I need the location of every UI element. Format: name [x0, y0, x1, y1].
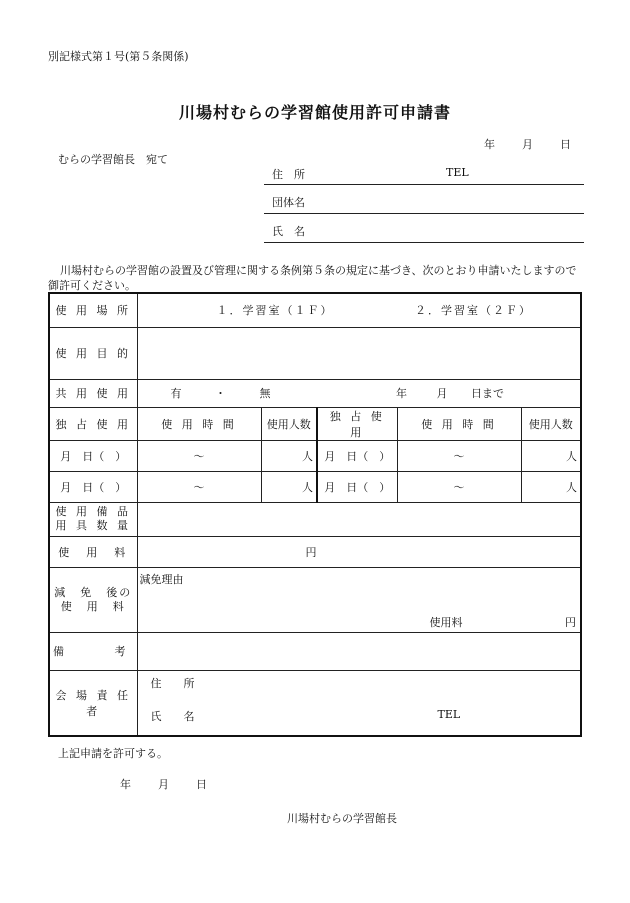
exclusive-label-right: 独 占 使 用	[317, 407, 397, 440]
purpose-row	[49, 327, 581, 379]
date-cell-right[interactable]: 月 日（ ）	[317, 440, 397, 471]
shared-until-day: 日まで	[471, 387, 504, 400]
exclusive-row-2	[49, 471, 581, 502]
date-day-label: 日	[560, 138, 571, 151]
people-cell-right[interactable]: 人	[521, 471, 581, 502]
manager-address-label: 住 所	[150, 676, 195, 690]
equipment-field[interactable]	[137, 502, 581, 536]
manager-inner	[138, 671, 581, 735]
application-table	[48, 292, 582, 737]
applicant-group-label: 団体名	[272, 196, 305, 209]
shared-row	[49, 379, 581, 407]
purpose-label: 使 用 目 的	[49, 327, 137, 379]
reduction-field[interactable]	[137, 567, 581, 632]
date-cell-left[interactable]: 月 日（ ）	[49, 440, 137, 471]
remarks-label-char2: 考	[114, 645, 126, 658]
date-cell-right[interactable]: 月 日（ ）	[317, 471, 397, 502]
shared-field[interactable]	[137, 379, 581, 407]
approval-text: 上記申請を許可する。	[58, 747, 168, 760]
people-cell-right[interactable]: 人	[521, 440, 581, 471]
remarks-label	[49, 632, 137, 670]
manager-tel-label: TEL	[437, 707, 461, 721]
shared-until-year: 年	[396, 387, 407, 400]
addressee: むらの学習館長 宛て	[58, 153, 168, 166]
time-cell-left[interactable]: 〜	[137, 440, 261, 471]
fee-row	[49, 536, 581, 567]
time-cell-left[interactable]: 〜	[137, 471, 261, 502]
exclusive-row-1	[49, 440, 581, 471]
exclusive-label-left: 独 占 使 用	[49, 407, 137, 440]
shared-until-month: 月	[436, 387, 448, 400]
shared-label: 共 用 使 用	[49, 379, 137, 407]
date-cell-left[interactable]: 月 日（ ）	[49, 471, 137, 502]
manager-label: 会 場 責 任 者	[49, 670, 137, 736]
time-cell-right[interactable]: 〜	[397, 471, 521, 502]
equipment-label-line1: 使 用 備 品	[55, 505, 131, 518]
manager-row	[49, 670, 581, 736]
exclusive-header-row	[49, 407, 581, 440]
applicant-address-line[interactable]	[264, 184, 584, 185]
remarks-label-char1: 備	[53, 645, 64, 658]
purpose-field[interactable]	[137, 327, 581, 379]
reduced-fee-sub-label: 使用料	[429, 615, 463, 629]
shared-dot: ・	[215, 387, 226, 400]
date-year-label: 年	[484, 138, 495, 151]
form-number: 別記様式第１号(第５条関係)	[48, 50, 189, 63]
applicant-name-line[interactable]	[264, 242, 584, 243]
place-row	[49, 293, 581, 327]
reduction-inner	[138, 568, 581, 632]
approval-year-label: 年	[120, 778, 131, 791]
shared-no[interactable]: 無	[259, 387, 271, 400]
applicant-group-line[interactable]	[264, 213, 584, 214]
remarks-row	[49, 632, 581, 670]
reduced-fee-row	[49, 567, 581, 632]
fee-field[interactable]	[137, 536, 581, 567]
people-cell-left[interactable]: 人	[261, 471, 317, 502]
shared-yes[interactable]: 有	[170, 387, 182, 400]
people-header-left: 使用人数	[261, 407, 317, 440]
reduced-fee-label-line2: 使 用 料	[60, 599, 126, 613]
reduced-fee-yen-unit: 円	[565, 615, 577, 629]
time-cell-right[interactable]: 〜	[397, 440, 521, 471]
people-cell-left[interactable]: 人	[261, 440, 317, 471]
reduced-fee-label-line1: 減 免 後の	[54, 585, 133, 599]
equipment-row	[49, 502, 581, 536]
time-header-right: 使 用 時 間	[397, 407, 521, 440]
fee-label: 使 用 料	[49, 536, 137, 567]
reduced-fee-label	[49, 567, 137, 632]
reduction-reason-label: 減免理由	[139, 572, 184, 586]
place-options	[137, 293, 581, 327]
approval-day-label: 日	[196, 778, 207, 791]
director-title: 川場村むらの学習館長	[287, 812, 397, 825]
fee-yen-unit: 円	[305, 545, 317, 559]
place-label: 使 用 場 所	[49, 293, 137, 327]
equipment-label-line2: 用 具 数 量	[55, 519, 131, 532]
applicant-tel-label: TEL	[446, 166, 469, 179]
people-header-right: 使用人数	[521, 407, 581, 440]
approval-month-label: 月	[158, 778, 169, 791]
manager-field[interactable]	[137, 670, 581, 736]
date-month-label: 月	[522, 138, 533, 151]
applicant-name-label: 氏 名	[272, 225, 305, 238]
place-option-1[interactable]: １．学習室（１Ｆ）	[216, 304, 334, 318]
equipment-label	[49, 502, 137, 536]
applicant-address-label: 住 所	[272, 168, 305, 181]
manager-name-label: 氏 名	[150, 709, 195, 723]
remarks-field[interactable]	[137, 632, 581, 670]
place-option-2[interactable]: ２．学習室（２Ｆ）	[415, 304, 532, 318]
intro-text: 川場村むらの学習館の設置及び管理に関する条例第５条の規定に基づき、次のとおり申請いたしますので御許可ください。	[48, 264, 577, 292]
page-title: 川場村むらの学習館使用許可申請書	[178, 103, 451, 122]
time-header-left: 使 用 時 間	[137, 407, 261, 440]
